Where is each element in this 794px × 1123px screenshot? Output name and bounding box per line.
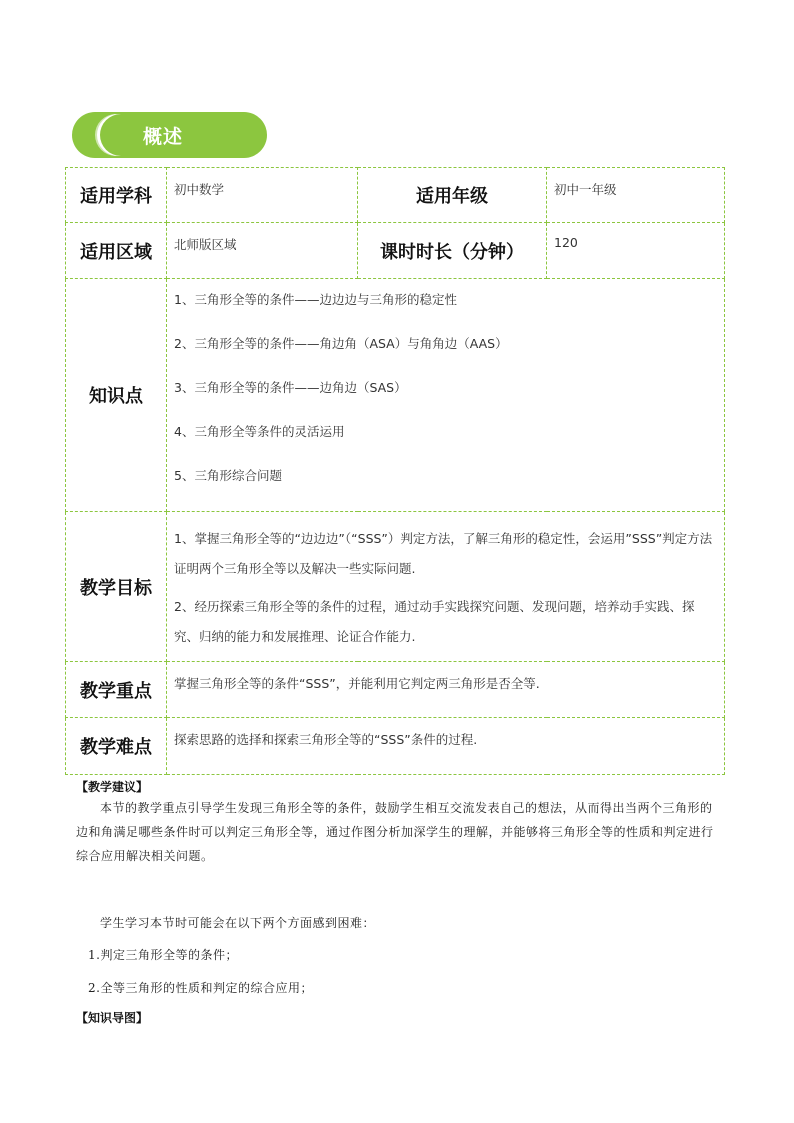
subject-label: 适用学科 — [66, 168, 167, 223]
course-info-table — [65, 167, 725, 775]
goal-list — [167, 512, 725, 662]
list-item: 2.全等三角形的性质和判定的综合应用； — [88, 981, 313, 995]
region-value: 北师版区域 — [167, 223, 358, 279]
knowledge-map-heading: 【知识导图】 — [76, 1011, 149, 1025]
table-row — [66, 223, 725, 279]
duration-label: 课时时长（分钟） — [358, 223, 547, 279]
table-row — [66, 168, 725, 223]
table-row — [66, 662, 725, 718]
key-point-value: 掌握三角形全等的条件“SSS”，并能利用它判定两三角形是否全等. — [167, 662, 725, 718]
goal-label: 教学目标 — [66, 512, 167, 662]
table-row — [66, 279, 725, 512]
list-item: 2、经历探索三角形全等的条件的过程，通过动手实践探究问题、发现问题，培养动手实践、探究、归纳的能力和发展推理、论证合作能力. — [174, 599, 695, 644]
grade-label: 适用年级 — [358, 168, 547, 223]
list-item: 1、掌握三角形全等的“边边边”（“SSS”）判定方法，了解三角形的稳定性，会运用”SSS”判定方法证明两个三角形全等以及解决一些实际问题. — [174, 531, 713, 576]
grade-value: 初中一年级 — [547, 168, 725, 223]
list-item: 3、三角形全等的条件——边角边（SAS） — [174, 380, 407, 395]
advice-paragraph: 本节的教学重点引导学生发现三角形全等的条件，鼓励学生相互交流发表自己的想法，从而得出当两个三角形的边和角满足哪些条件时可以判定三角形全等，通过作图分析加深学生的理解，并能够将三角形全等的性质和判定进行综合应用解决相关问题。 — [76, 801, 714, 863]
section-title: 概述 — [143, 126, 184, 148]
table-row — [66, 718, 725, 775]
list-item: 5、三角形综合问题 — [174, 468, 282, 483]
key-point-label: 教学重点 — [66, 662, 167, 718]
knowledge-list — [167, 279, 725, 512]
difficulty-intro: 学生学习本节时可能会在以下两个方面感到困难： — [100, 916, 376, 930]
difficulty-value: 探索思路的选择和探索三角形全等的“SSS”条件的过程. — [167, 718, 725, 775]
list-item: 4、三角形全等条件的灵活运用 — [174, 424, 345, 439]
subject-value: 初中数学 — [167, 168, 358, 223]
table-row — [66, 512, 725, 662]
list-item: 2、三角形全等的条件——角边角（ASA）与角角边（AAS） — [174, 336, 508, 351]
duration-value: 120 — [547, 223, 725, 279]
list-item: 1.判定三角形全等的条件； — [88, 948, 238, 962]
region-label: 适用区域 — [66, 223, 167, 279]
knowledge-label: 知识点 — [66, 279, 167, 512]
list-item: 1、三角形全等的条件——边边边与三角形的稳定性 — [174, 292, 457, 307]
advice-heading: 【教学建议】 — [76, 780, 149, 794]
difficulty-label: 教学难点 — [66, 718, 167, 775]
